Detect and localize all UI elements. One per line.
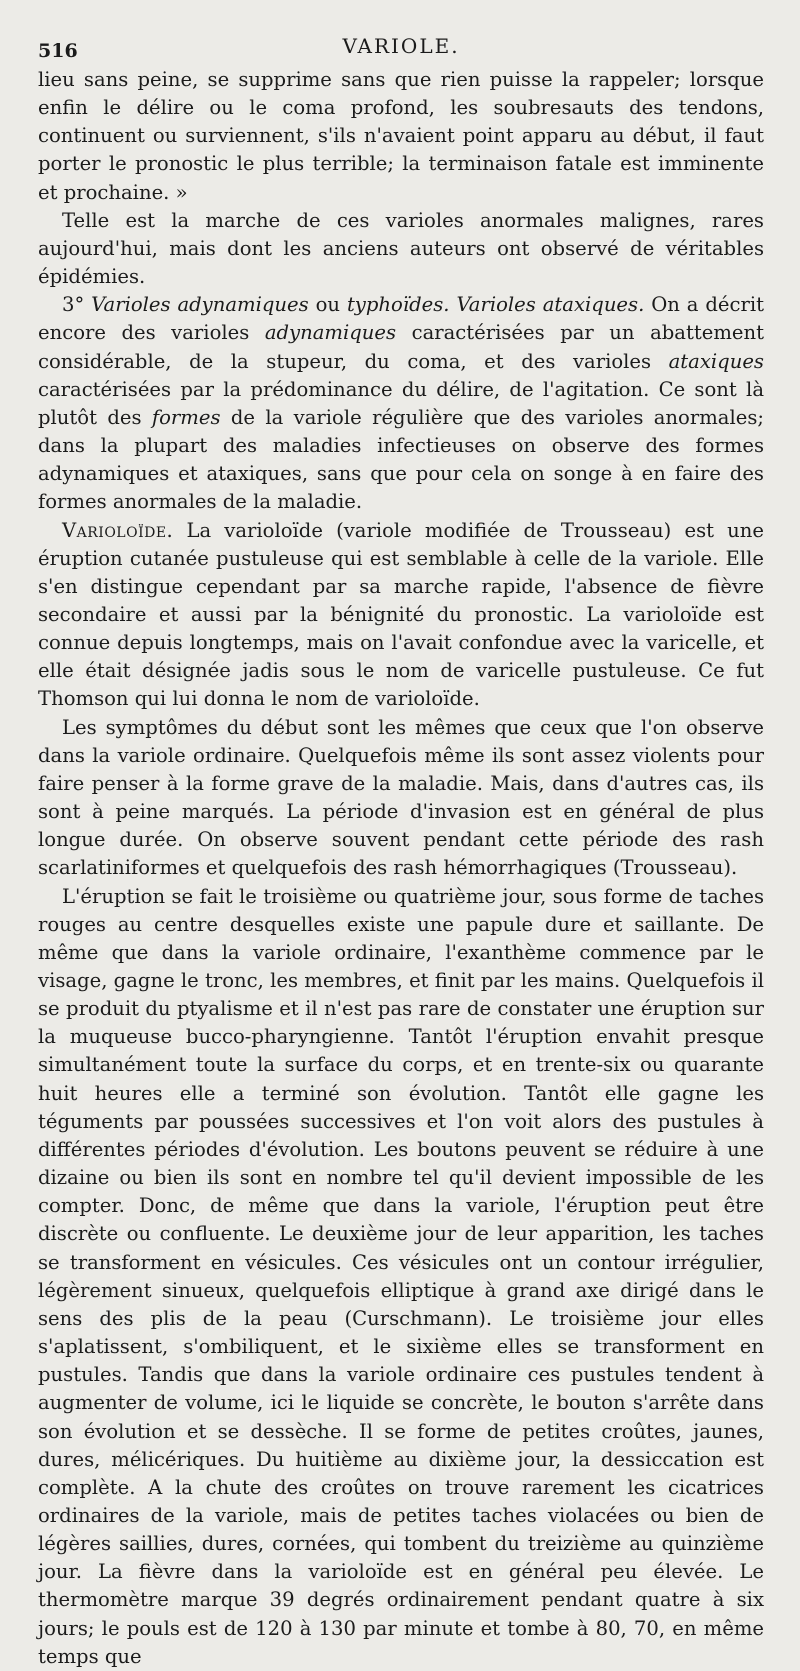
section-heading: Varioloïde. <box>62 518 174 542</box>
running-header <box>38 32 764 66</box>
text-run: ou <box>308 293 347 317</box>
italic-text: formes <box>151 405 221 429</box>
text-run: La varioloïde (variole modifiée de Trousseau) est une éruption cutanée pustuleuse qui est semblable à celle de la variole. Elle s'en distingue cependant par sa marche rapide, l'absence de fièvre secondaire et aussi par la bénignité du pronostic. La varioloïde est connue depuis longtemps, mais on l'avait confondue avec la varicelle, et elle était désignée jadis sous le nom de varicelle pustuleuse. Ce fut Thomson qui lui donna le nom de varioloïde. <box>38 518 764 711</box>
paragraph-p5 <box>38 714 764 883</box>
italic-text: Varioles adynamiques <box>91 293 309 317</box>
page-number: 516 <box>38 40 78 62</box>
text-run: L'éruption se fait le troisième ou quatrième jour, sous forme de taches rouges au centre desquelles existe une papule dure et saillante. De même que dans la variole ordinaire, l'exanthème commence par le visage, gagne le tronc, les membres, et finit par les mains. Quelquefois il se produit du ptyalisme et il n'est pas rare de constater une éruption sur la muqueuse bucco-pharyngienne. Tantôt l'éruption envahit presque simultanément toute la surface du corps, et en trente-six ou quarante huit heures elle a terminé son évolution. Tantôt elle gagne les téguments par poussées successives et l'on voit alors des pustules à différentes périodes d'évolution. Les boutons peuvent se réduire à une dizaine ou bien ils sont en nombre tel qu'il devient impossible de les compter. Donc, de même que dans la variole, l'éruption peut être discrète ou confluente. Le deuxième jour de leur apparition, les taches se transforment en vésicules. Ces vésicules ont un contour irrégulier, légèrement sinueux, quelquefois elliptique à grand axe dirigé dans le sens des plis de la peau (Curschmann). Le troisième jour elles s'aplatissent, s'ombiliquent, et le sixième elles se transforment en pustules. Tandis que dans la variole ordinaire ces pustules tendent à augmenter de volume, ici le liquide se concrète, le bouton s'arrête dans son évolution et se dessèche. Il se forme de petites croûtes, jaunes, dures, mélicériques. Du huitième au dixième jour, la dessiccation est complète. A la chute des croûtes on trouve rarement les cicatrices ordinaires de la variole, mais de petites taches violacées ou bien de légères saillies, dures, cornées, qui tombent du treizième au quinzième jour. La fièvre dans la varioloïde est en général peu élevée. Le thermomètre marque 39 degrés ordinairement pendant quatre à six jours; le pouls est de 120 à 130 par minute et tombe à 80, 70, en même temps que <box>38 884 764 1668</box>
text-run: Telle est la marche de ces varioles anormales malignes, rares aujourd'hui, mais dont les anciens auteurs ont observé de véritables épidémies. <box>38 208 764 289</box>
paragraph-p6 <box>38 883 764 1671</box>
text-run: caractérisées par un abattement considérable, de la stupeur, du coma, et des varioles <box>38 321 764 373</box>
italic-text: adynamiques <box>264 321 397 345</box>
text-run: lieu sans peine, se supprime sans que rien puisse la rappeler; lorsque enfin le délire ou le coma profond, les soubresauts des tendons, continuent ou surviennent, s'ils n'avaient point apparu au début, il faut porter le pronostic le plus terrible; la terminaison fatale est imminente et prochaine. » <box>38 68 764 204</box>
italic-text: ataxiques <box>668 349 764 373</box>
text-run: 3° <box>62 293 92 317</box>
italic-text: Varioles ataxiques. <box>456 293 645 317</box>
text-run: de la variole régulière que des varioles anormales; dans la plupart des maladies infectieuses on observe des formes adynamiques et ataxiques, sans que pour cela on songe à en faire des formes anormales de la maladie. <box>38 405 764 514</box>
text-run: Les symptômes du début sont les mêmes que ceux que l'on observe dans la variole ordinaire. Quelquefois même ils sont assez violents pour faire penser à la forme grave de la maladie. Mais, dans d'autres cas, ils sont à peine marqués. La période d'invasion est en général de plus longue durée. On observe souvent pendant cette période des rash scarlatiniformes et quelquefois des rash hémorrhagiques (Trousseau). <box>38 715 764 880</box>
paragraph-p1 <box>38 66 764 207</box>
paragraph-p4 <box>38 517 764 714</box>
paragraph-p2 <box>38 207 764 291</box>
running-title: VARIOLE. <box>342 34 460 58</box>
text-run: On a décrit encore des varioles <box>38 293 764 345</box>
body-text <box>38 66 764 1671</box>
paragraph-p3 <box>38 291 764 516</box>
text-run: caractérisées par la prédominance du délire, de l'agitation. Ce sont là plutôt des <box>38 377 764 429</box>
italic-text: typhoïdes. <box>346 293 450 317</box>
